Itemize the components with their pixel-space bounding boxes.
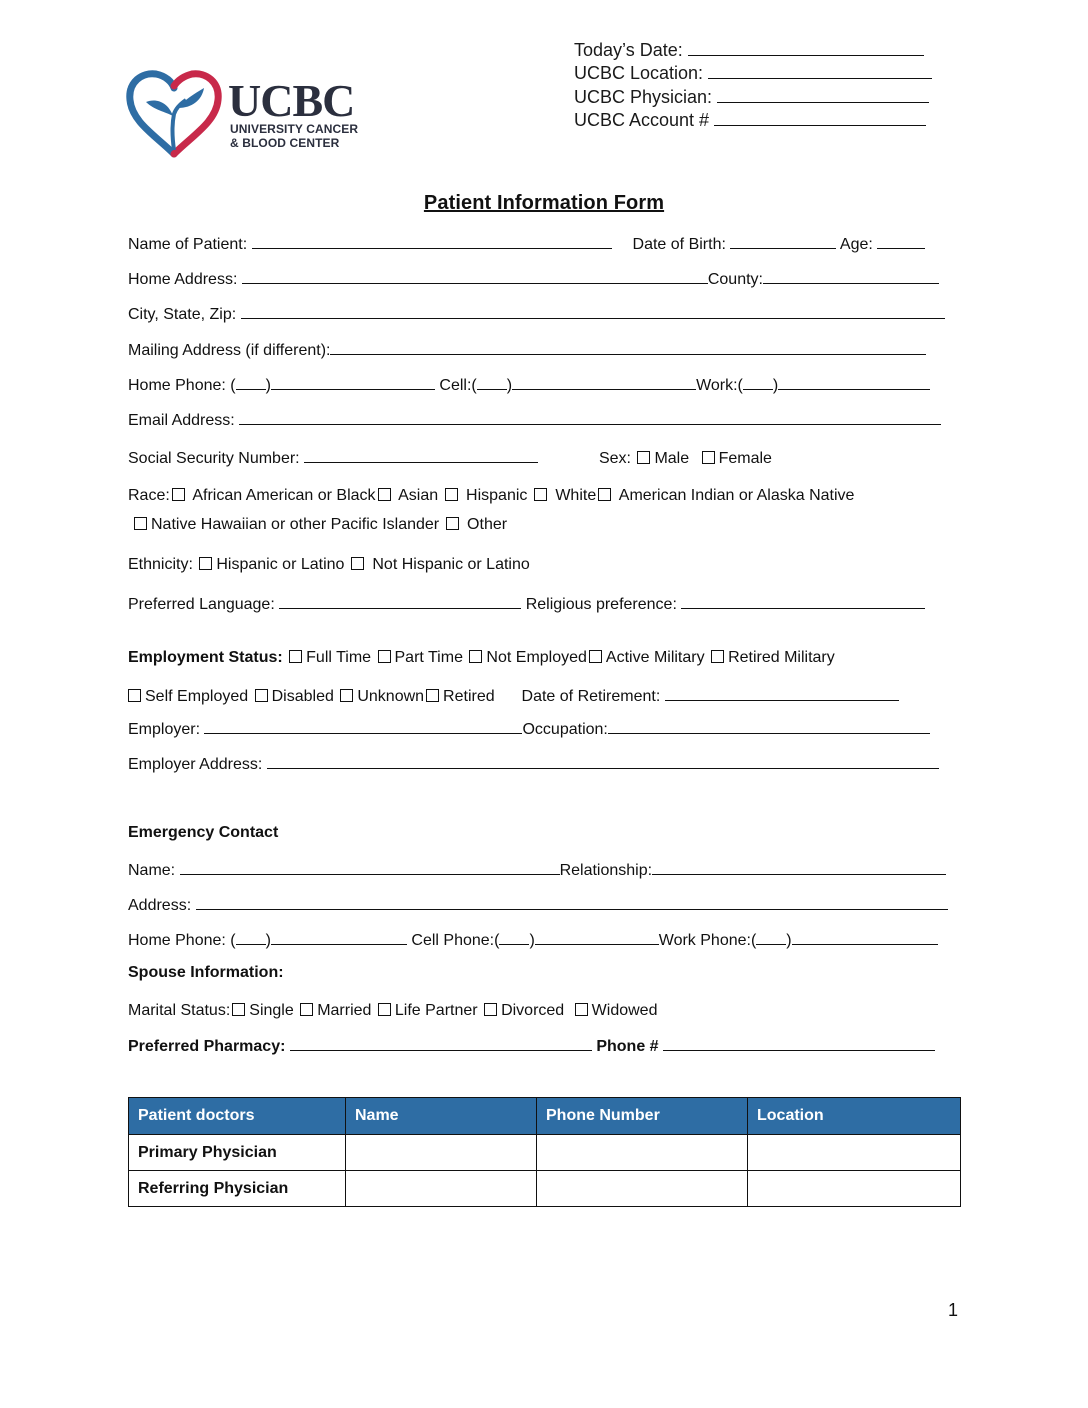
work-input[interactable]	[778, 373, 930, 390]
employment-row-1	[128, 648, 835, 668]
paren: )	[529, 932, 535, 949]
todays-date-field[interactable]	[574, 38, 924, 63]
mailing-address-input[interactable]	[330, 338, 926, 355]
race-row-2	[132, 515, 507, 535]
emergency-work-phone-input[interactable]	[792, 928, 938, 945]
cell-label: Cell:(	[439, 377, 477, 394]
emergency-work-phone-label: Work Phone:(	[658, 932, 757, 949]
religious-preference-input[interactable]	[681, 592, 925, 609]
ethnicity-label: Ethnicity:	[128, 556, 193, 573]
ucbc-account-field[interactable]	[574, 108, 926, 133]
ssn-sex-row	[128, 446, 772, 469]
home-address-input[interactable]	[242, 267, 708, 284]
primary-physician-location-cell[interactable]	[748, 1135, 961, 1171]
ssn-label: Social Security Number:	[128, 450, 300, 467]
race-asian-label: Asian	[398, 487, 439, 504]
language-religion-row	[128, 592, 925, 615]
race-african-american-label: African American or Black	[192, 487, 376, 504]
ucbc-logo	[126, 70, 366, 160]
spouse-information-heading: Spouse Information:	[128, 964, 284, 981]
work-area-input[interactable]	[743, 373, 773, 390]
emergency-cell-phone-label: Cell Phone:(	[411, 932, 500, 949]
employment-disabled-checkbox[interactable]	[255, 689, 268, 702]
ethnicity-row	[128, 555, 530, 575]
primary-physician-phone-cell[interactable]	[537, 1135, 748, 1171]
emergency-name-label: Name:	[128, 862, 176, 879]
occupation-input[interactable]	[608, 717, 930, 734]
logo-subtitle-1: UNIVERSITY CANCER	[230, 122, 359, 136]
referring-physician-phone-cell[interactable]	[537, 1171, 748, 1207]
referring-physician-name-cell[interactable]	[346, 1171, 537, 1207]
marital-divorced-checkbox[interactable]	[484, 1003, 497, 1016]
logo-subtitle-2: & BLOOD CENTER	[230, 136, 340, 150]
marital-status-row	[128, 1001, 657, 1021]
marital-divorced-label: Divorced	[501, 1002, 565, 1019]
employment-retired-label: Retired	[443, 688, 495, 705]
marital-life-partner-checkbox[interactable]	[378, 1003, 391, 1016]
ethnicity-not-hispanic-label: Not Hispanic or Latino	[372, 556, 530, 573]
ucbc-location-field[interactable]	[574, 61, 932, 86]
home-phone-area-input[interactable]	[236, 373, 266, 390]
header-location: Location	[748, 1098, 961, 1135]
header-patient-doctors: Patient doctors	[129, 1098, 346, 1135]
patient-name-input[interactable]	[252, 232, 612, 249]
table-row	[129, 1171, 961, 1207]
ucbc-physician-field[interactable]	[574, 85, 929, 110]
todays-date-input[interactable]	[688, 38, 924, 56]
sex-female-label: Female	[718, 450, 772, 467]
employer-address-label: Employer Address:	[128, 756, 263, 773]
race-american-indian-label: American Indian or Alaska Native	[618, 487, 855, 504]
emergency-address-input[interactable]	[196, 893, 948, 910]
marital-status-label: Marital Status:	[128, 1002, 231, 1019]
employment-full-time-label: Full Time	[306, 649, 372, 666]
primary-physician-name-cell[interactable]	[346, 1135, 537, 1171]
race-white-checkbox[interactable]	[534, 488, 547, 501]
cell-area-input[interactable]	[477, 373, 507, 390]
email-row	[128, 408, 941, 431]
employment-unknown-label: Unknown	[357, 688, 425, 705]
ssn-input[interactable]	[304, 446, 538, 463]
phones-row	[128, 373, 930, 396]
form-title: Patient Information Form	[423, 192, 665, 214]
employment-disabled-label: Disabled	[271, 688, 334, 705]
sex-female-checkbox[interactable]	[702, 451, 715, 464]
employment-retired-checkbox[interactable]	[426, 689, 439, 702]
employer-label: Employer:	[128, 721, 201, 738]
date-of-retirement-input[interactable]	[665, 684, 899, 701]
employer-input[interactable]	[204, 717, 522, 734]
patient-name-row	[128, 232, 925, 255]
marital-single-checkbox[interactable]	[232, 1003, 245, 1016]
race-asian-checkbox[interactable]	[378, 488, 391, 501]
sex-male-checkbox[interactable]	[637, 451, 650, 464]
logo-wordmark: UCBC	[228, 75, 355, 126]
ethnicity-hispanic-checkbox[interactable]	[199, 557, 212, 570]
race-hispanic-label: Hispanic	[466, 487, 528, 504]
religious-preference-label: Religious preference:	[525, 596, 677, 613]
employer-row	[128, 717, 930, 740]
patient-name-label: Name of Patient:	[128, 236, 248, 253]
page-number: 1	[948, 1300, 959, 1320]
race-label: Race:	[128, 487, 170, 504]
county-label: County:	[707, 271, 763, 288]
age-label: Age:	[839, 236, 873, 253]
pharmacy-phone-input[interactable]	[663, 1034, 935, 1051]
paren: )	[772, 377, 779, 394]
table-row	[129, 1135, 961, 1171]
email-label: Email Address:	[128, 412, 235, 429]
header-name: Name	[346, 1098, 537, 1135]
emergency-address-label: Address:	[128, 897, 192, 914]
marital-married-label: Married	[317, 1002, 372, 1019]
sex-label: Sex:	[598, 450, 631, 467]
emergency-name-input[interactable]	[180, 858, 560, 875]
mailing-address-label: Mailing Address (if different):	[128, 342, 331, 359]
employment-part-time-label: Part Time	[394, 649, 463, 666]
age-input[interactable]	[877, 232, 925, 249]
ucbc-location-label: UCBC Location:	[574, 63, 704, 83]
employment-retired-military-checkbox[interactable]	[711, 650, 724, 663]
employment-full-time-checkbox[interactable]	[289, 650, 302, 663]
race-other-checkbox[interactable]	[446, 517, 459, 530]
paren: )	[265, 932, 271, 949]
emergency-name-row	[128, 858, 946, 881]
race-native-hawaiian-checkbox[interactable]	[134, 517, 147, 530]
mailing-address-row	[128, 338, 926, 361]
race-hispanic-checkbox[interactable]	[445, 488, 458, 501]
race-african-american-checkbox[interactable]	[172, 488, 185, 501]
patient-doctors-table	[128, 1097, 961, 1207]
occupation-label: Occupation:	[522, 721, 608, 738]
employer-address-input[interactable]	[267, 752, 939, 769]
employment-active-military-label: Active Military	[605, 649, 705, 666]
employer-address-row	[128, 752, 939, 775]
home-address-label: Home Address:	[128, 271, 238, 288]
dob-label: Date of Birth:	[632, 236, 726, 253]
city-state-zip-label: City, State, Zip:	[128, 306, 237, 323]
emergency-cell-phone-input[interactable]	[535, 928, 659, 945]
emergency-cell-area-input[interactable]	[499, 928, 529, 945]
ucbc-location-input[interactable]	[708, 61, 932, 79]
row-label-referring-physician: Referring Physician	[129, 1171, 346, 1207]
emergency-address-row	[128, 893, 948, 916]
employment-not-employed-label: Not Employed	[486, 649, 587, 666]
date-of-retirement-label: Date of Retirement:	[521, 688, 661, 705]
todays-date-label: Today’s Date:	[574, 40, 683, 60]
marital-widowed-label: Widowed	[591, 1002, 658, 1019]
sex-male-label: Male	[654, 450, 690, 467]
row-label-primary-physician: Primary Physician	[129, 1135, 346, 1171]
ucbc-physician-input[interactable]	[717, 85, 929, 103]
employment-not-employed-checkbox[interactable]	[469, 650, 482, 663]
ucbc-physician-label: UCBC Physician:	[574, 87, 713, 107]
ucbc-account-label: UCBC Account #	[574, 110, 710, 130]
cell-input[interactable]	[512, 373, 696, 390]
relationship-label: Relationship:	[559, 862, 653, 879]
county-input[interactable]	[763, 267, 939, 284]
paren: )	[506, 377, 513, 394]
email-input[interactable]	[239, 408, 941, 425]
header-phone-number: Phone Number	[537, 1098, 748, 1135]
referring-physician-location-cell[interactable]	[748, 1171, 961, 1207]
preferred-language-input[interactable]	[279, 592, 521, 609]
emergency-phones-row	[128, 928, 938, 951]
home-phone-input[interactable]	[271, 373, 435, 390]
preferred-pharmacy-label: Preferred Pharmacy:	[128, 1038, 286, 1055]
race-native-hawaiian-label: Native Hawaiian or other Pacific Islander	[151, 516, 440, 533]
table-header-row	[129, 1098, 961, 1135]
preferred-language-label: Preferred Language:	[128, 596, 275, 613]
emergency-home-phone-input[interactable]	[271, 928, 407, 945]
employment-part-time-checkbox[interactable]	[378, 650, 391, 663]
heart-sprout-icon	[126, 70, 222, 158]
home-phone-label: Home Phone: (	[128, 377, 236, 394]
employment-status-label: Employment Status:	[128, 649, 283, 666]
employment-retired-military-label: Retired Military	[728, 649, 835, 666]
race-other-label: Other	[467, 516, 508, 533]
emergency-contact-heading: Emergency Contact	[128, 824, 279, 841]
preferred-pharmacy-input[interactable]	[290, 1034, 592, 1051]
paren: )	[786, 932, 792, 949]
employment-row-2	[126, 684, 899, 707]
paren: )	[265, 377, 271, 394]
emergency-home-area-input[interactable]	[236, 928, 266, 945]
city-state-zip-input[interactable]	[241, 302, 945, 319]
emergency-work-area-input[interactable]	[756, 928, 786, 945]
marital-widowed-checkbox[interactable]	[575, 1003, 588, 1016]
race-american-indian-checkbox[interactable]	[598, 488, 611, 501]
ucbc-account-input[interactable]	[714, 108, 926, 126]
employment-unknown-checkbox[interactable]	[340, 689, 353, 702]
marital-single-label: Single	[249, 1002, 294, 1019]
pharmacy-row	[128, 1034, 935, 1057]
ethnicity-hispanic-label: Hispanic or Latino	[216, 556, 345, 573]
dob-input[interactable]	[730, 232, 836, 249]
home-address-row	[128, 267, 939, 290]
ethnicity-not-hispanic-checkbox[interactable]	[351, 557, 364, 570]
race-row-1	[128, 486, 854, 506]
employment-self-employed-label: Self Employed	[145, 688, 249, 705]
marital-life-partner-label: Life Partner	[394, 1002, 478, 1019]
emergency-home-phone-label: Home Phone: (	[128, 932, 236, 949]
employment-self-employed-checkbox[interactable]	[128, 689, 141, 702]
relationship-input[interactable]	[652, 858, 946, 875]
race-white-label: White	[555, 487, 597, 504]
employment-active-military-checkbox[interactable]	[589, 650, 602, 663]
pharmacy-phone-label: Phone #	[596, 1038, 659, 1055]
work-label: Work:(	[696, 377, 743, 394]
marital-married-checkbox[interactable]	[300, 1003, 313, 1016]
city-state-zip-row	[128, 302, 945, 325]
